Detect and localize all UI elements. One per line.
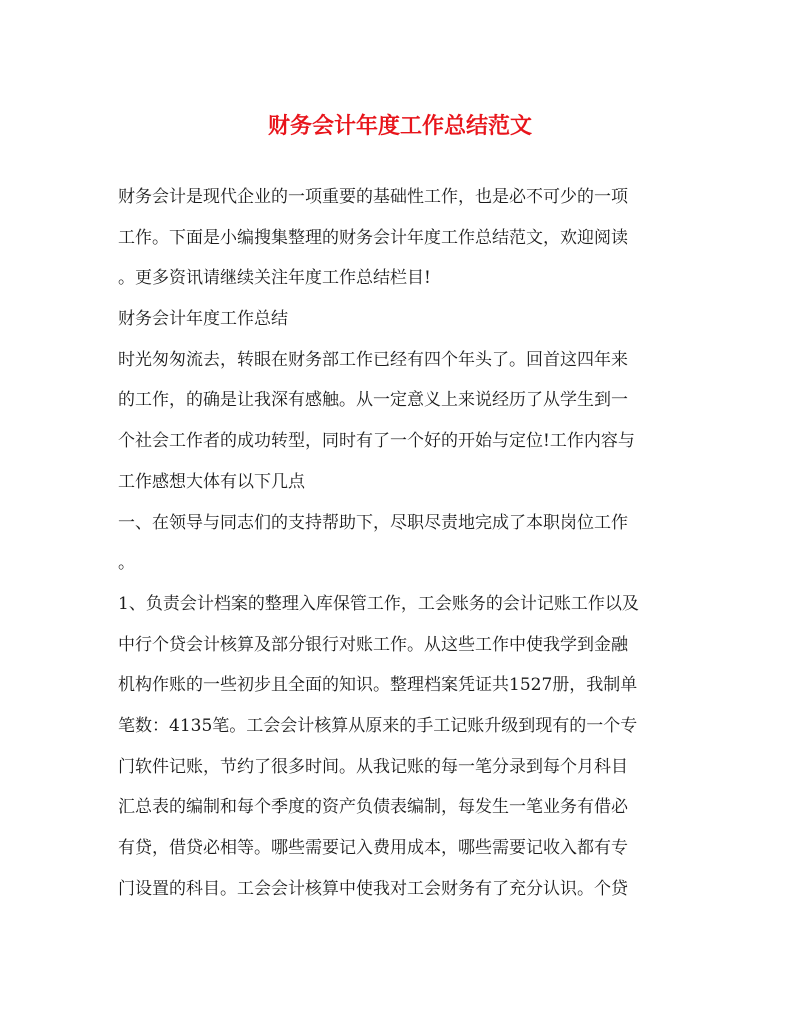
body-line: 汇总表的编制和每个季度的资产负债表编制，每发生一笔业务有借必 [118,797,628,818]
body-line: 财务会计年度工作总结 [118,309,288,330]
body-line: 个社会工作者的成功转型，同时有了一个好的开始与定位!工作内容与 [118,431,635,452]
body-line: 工作感想大体有以下几点 [118,471,305,492]
body-line: 一、在领导与同志们的支持帮助下，尽职尽责地完成了本职岗位工作 [118,512,628,533]
document-title: 财务会计年度工作总结范文 [267,113,532,139]
body-line: 工作。下面是小编搜集整理的财务会计年度工作总结范文，欢迎阅读 [118,227,628,248]
document-body [118,177,684,909]
body-line: 。 [118,553,135,574]
body-line: 笔数：4135笔。工会会计核算从原来的手工记账升级到现有的一个专 [118,715,638,736]
body-line: 时光匆匆流去，转眼在财务部工作已经有四个年头了。回首这四年来 [118,349,628,370]
body-line: 机构作账的一些初步且全面的知识。整理档案凭证共1527册，我制单 [118,675,638,696]
body-line: 财务会计是现代企业的一项重要的基础性工作，也是必不可少的一项 [118,187,628,207]
body-line: 中行个贷会计核算及部分银行对账工作。从这些工作中使我学到金融 [118,634,628,655]
body-line: 。更多资讯请继续关注年度工作总结栏目! [118,268,431,289]
body-line: 的工作，的确是让我深有感触。从一定意义上来说经历了从学生到一 [118,390,628,411]
body-line: 1、负责会计档案的整理入库保管工作，工会账务的会计记账工作以及 [118,593,639,614]
body-line: 有贷，借贷必相等。哪些需要记入费用成本，哪些需要记收入都有专 [118,838,628,858]
body-line: 门软件记账，节约了很多时间。从我记账的每一笔分录到每个月科目 [118,756,628,777]
body-line: 门设置的科目。工会会计核算中使我对工会财务有了充分认识。个贷 [118,878,628,899]
